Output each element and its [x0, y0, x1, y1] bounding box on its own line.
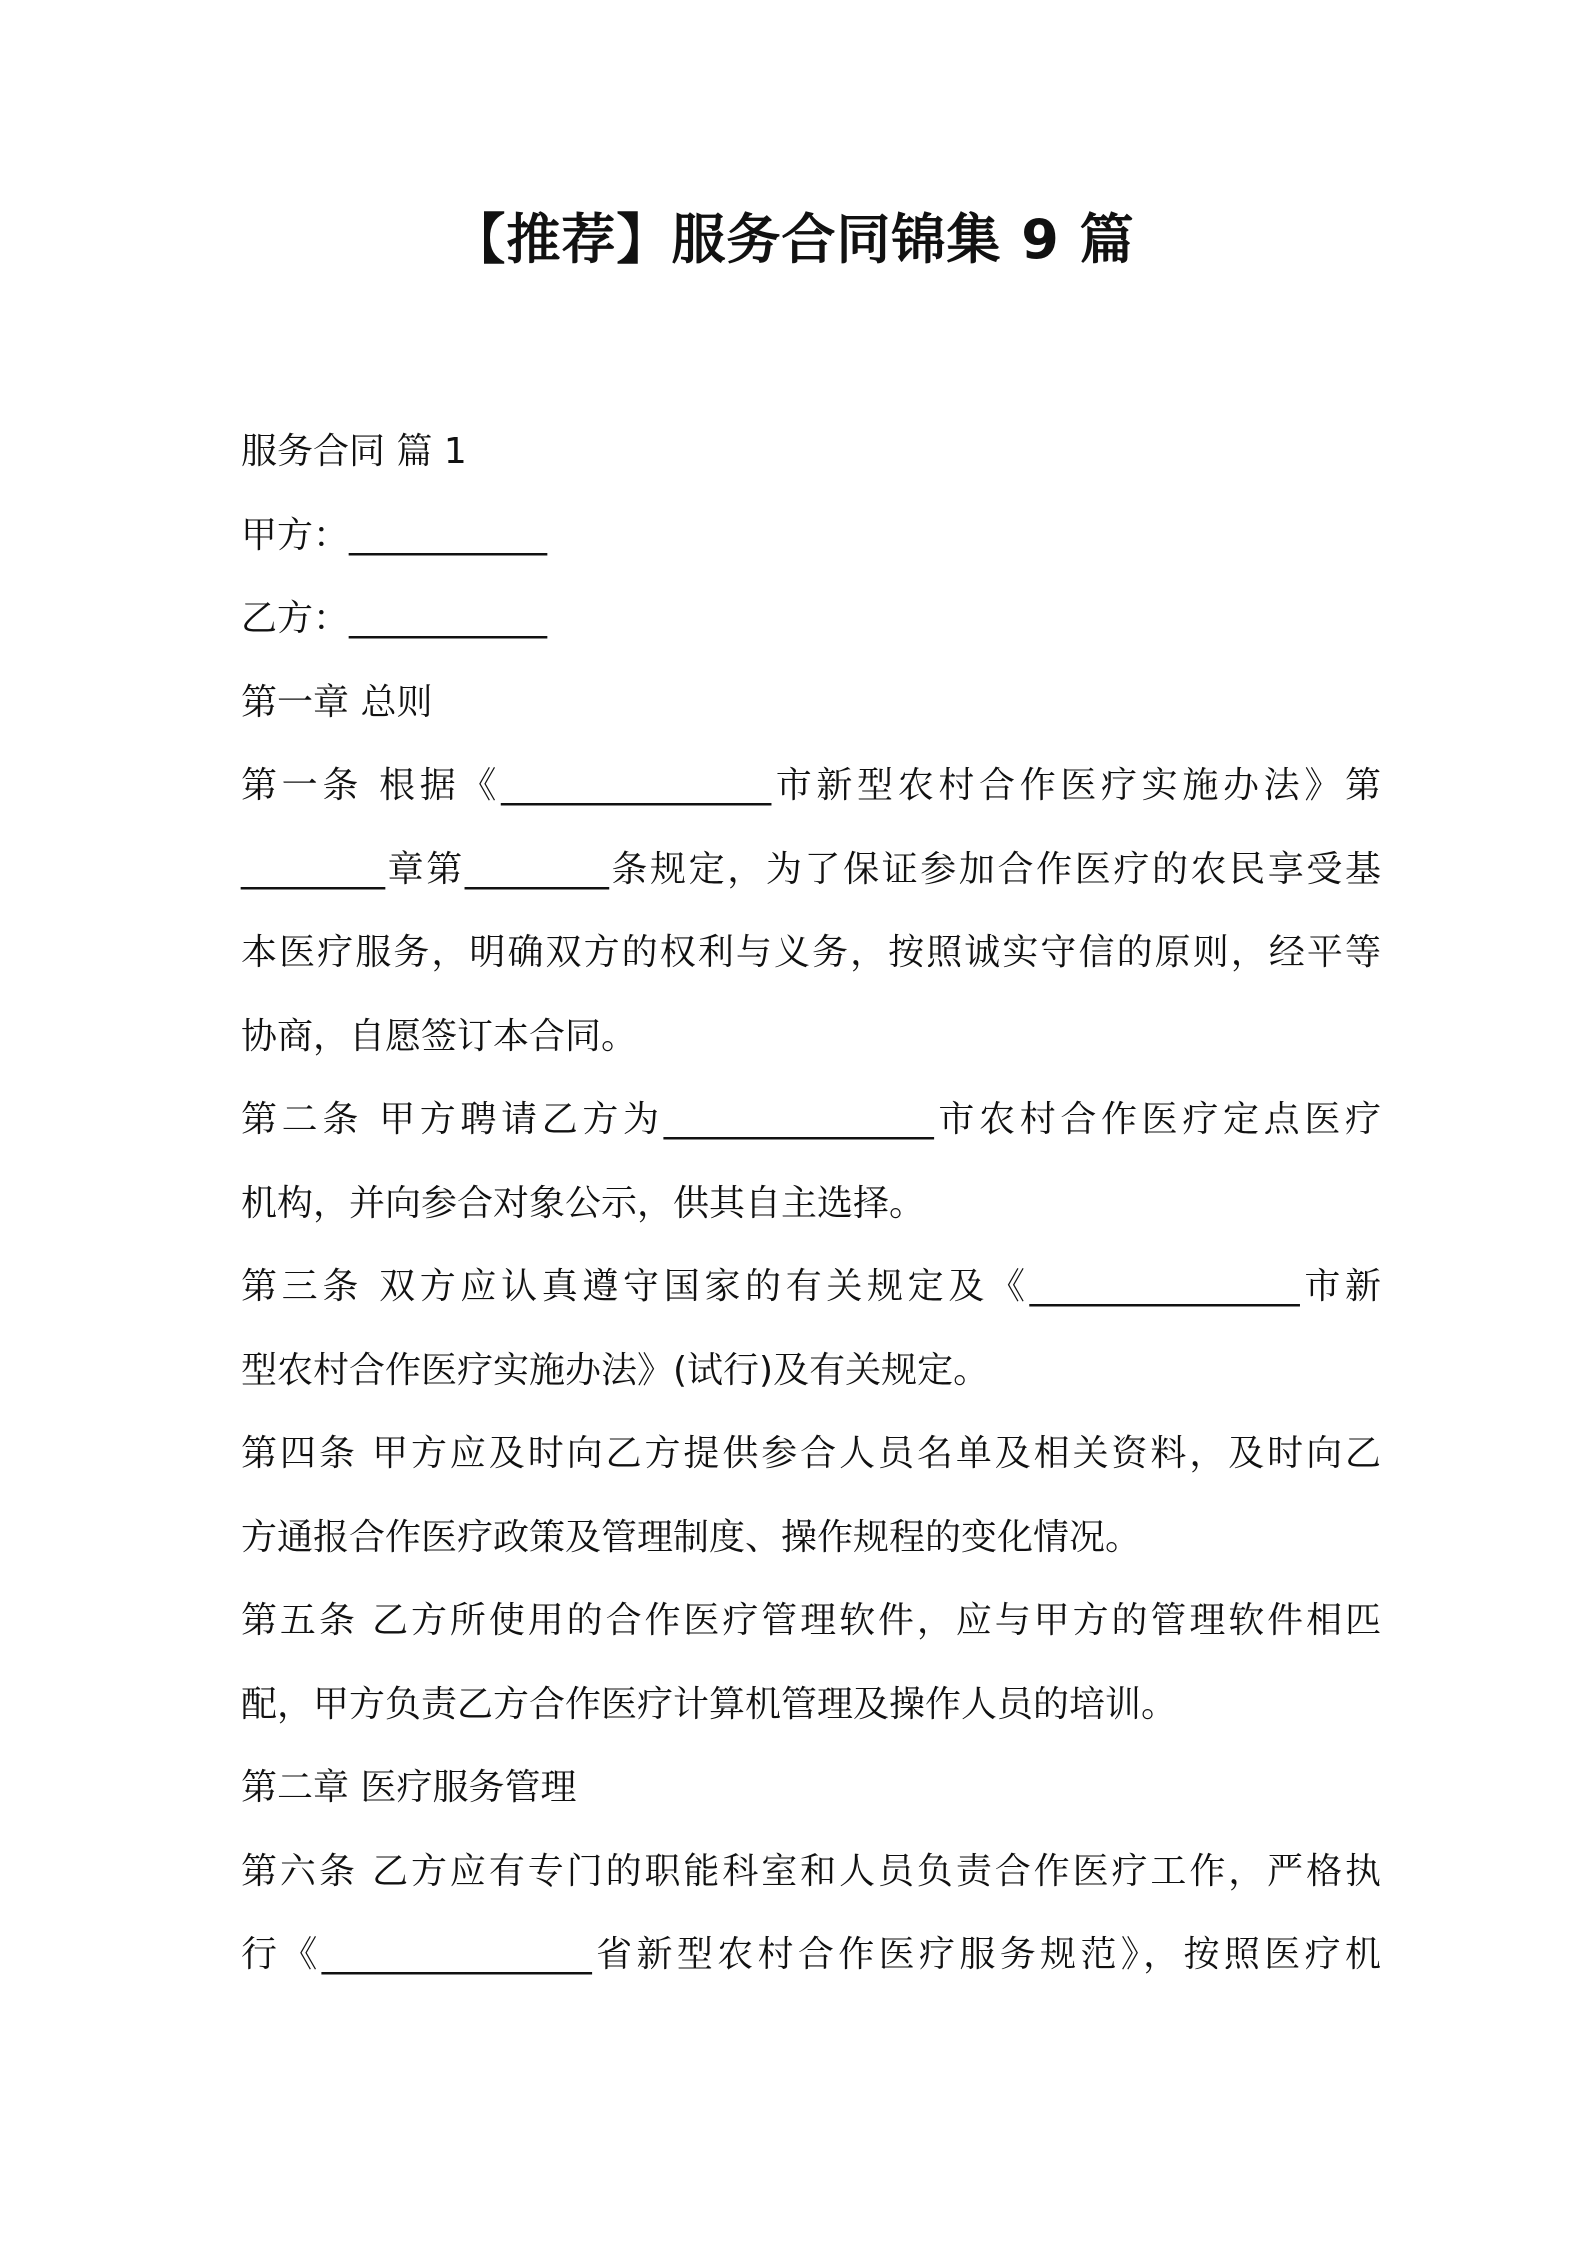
article-line: 方通报合作医疗政策及管理制度、操作规程的变化情况。 — [241, 1516, 1142, 1558]
article-line: 协商，自愿签订本合同。 — [241, 1015, 638, 1057]
section-heading: 服务合同 篇 1 — [241, 431, 467, 472]
article-line: 型农村合作医疗实施办法》(试行)及有关规定。 — [241, 1349, 990, 1391]
article-line: 第六条 乙方应有专门的职能科室和人员负责合作医疗工作，严格执 — [241, 1850, 1381, 1892]
article-line: 第二条 甲方聘请乙方为_______________市农村合作医疗定点医疗 — [241, 1099, 1381, 1140]
article-line: ________章第________条规定，为了保证参加合作医疗的农民享受基 — [241, 848, 1381, 890]
document-body — [241, 410, 1381, 1997]
article-line: 第四条 甲方应及时向乙方提供参合人员名单及相关资料，及时向乙 — [241, 1433, 1381, 1474]
article-line: 第一条 根据《_______________市新型农村合作医疗实施办法》第 — [241, 765, 1381, 806]
article-line: 机构，并向参合对象公示，供其自主选择。 — [241, 1182, 926, 1224]
party-b-line: 乙方：___________ — [241, 598, 548, 639]
document-title: 【推荐】服务合同锦集 9 篇 — [451, 208, 1135, 271]
article-line: 行《_______________省新型农村合作医疗服务规范》，按照医疗机 — [241, 1934, 1381, 1975]
article-line: 本医疗服务，明确双方的权利与义务，按照诚实守信的原则，经平等 — [241, 932, 1381, 973]
party-a-line: 甲方：___________ — [241, 514, 548, 556]
article-line: 配，甲方负责乙方合作医疗计算机管理及操作人员的培训。 — [241, 1683, 1178, 1725]
chapter-heading: 第一章 总则 — [241, 681, 433, 723]
chapter-heading: 第二章 医疗服务管理 — [241, 1767, 577, 1808]
article-line: 第三条 双方应认真遵守国家的有关规定及《_______________市新 — [241, 1266, 1381, 1307]
article-line: 第五条 乙方所使用的合作医疗管理软件，应与甲方的管理软件相匹 — [241, 1600, 1381, 1641]
